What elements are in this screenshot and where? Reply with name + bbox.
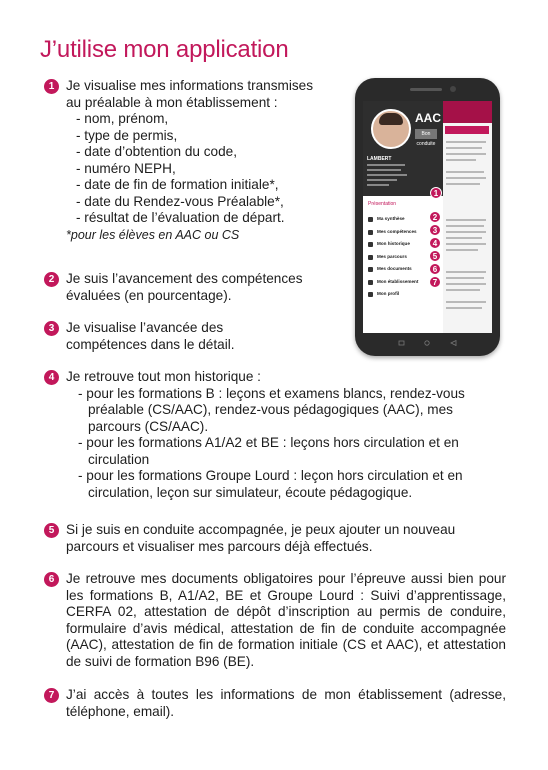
page-title: J’utilise mon application	[40, 36, 289, 63]
bullet: - date du Rendez-vous Préalable*,	[76, 193, 284, 209]
background-text-line	[446, 243, 486, 245]
step-number: 6	[44, 572, 59, 587]
user-info-line	[367, 179, 397, 181]
user-name: LAMBERT	[367, 156, 392, 162]
background-text-line	[446, 283, 486, 285]
background-text-line	[446, 225, 484, 227]
background-text-line	[446, 289, 480, 291]
callout-marker: 2	[429, 211, 441, 223]
phone-camera	[450, 86, 456, 92]
user-info-line	[367, 169, 401, 171]
menu-item-label: Mon établissement	[377, 278, 419, 284]
item-2	[44, 271, 344, 304]
menu-item-label: Mon profil	[377, 291, 400, 296]
background-text-line	[446, 271, 486, 273]
background-text-line	[446, 159, 476, 161]
bullet: - date d’obtention du code,	[76, 144, 237, 159]
bullet: - date de fin de formation initiale*,	[76, 177, 279, 192]
item-line: compétences dans le détail.	[66, 336, 235, 352]
background-text-line	[446, 183, 480, 185]
callout-marker: 1	[430, 187, 442, 199]
background-header	[443, 101, 492, 123]
item-line: Je retrouve tout mon historique :	[66, 369, 261, 384]
phone-nav-bar	[395, 340, 460, 346]
item-6	[44, 571, 506, 670]
item-text: J’ai accès à toutes les informations de mon établissement (adresse, téléphone, email).	[66, 687, 506, 719]
user-info-line	[367, 164, 405, 166]
background-text-line	[446, 147, 482, 149]
item-4	[44, 369, 506, 501]
item-5	[44, 522, 506, 555]
car-icon	[368, 255, 373, 260]
avatar	[371, 109, 411, 149]
phone-illustration	[355, 78, 500, 356]
phone-screen	[363, 101, 492, 333]
item-line: au préalable à mon établissement :	[66, 94, 278, 110]
chart-icon	[368, 217, 373, 222]
menu-item-profil[interactable]	[363, 288, 443, 301]
callout-marker: 7	[429, 276, 441, 288]
background-text-line	[446, 219, 486, 221]
background-title	[445, 126, 489, 134]
recent-apps-icon	[399, 341, 404, 345]
folder-icon	[368, 267, 373, 272]
item-1	[44, 78, 344, 243]
status-badge: Bon conduite	[416, 131, 436, 147]
back-icon	[451, 341, 456, 346]
background-text-line	[446, 177, 486, 179]
bullet: - pour les formations Groupe Lourd : leçon hors circulation et en circulation, leçon sur simulateur, écoute pédagogique.	[78, 468, 463, 500]
bullet: - nom, prénom,	[76, 111, 169, 126]
item-text: Si je suis en conduite accompagnée, je peux ajouter un nouveau parcours et visualiser mes parcours déjà effectués.	[66, 522, 456, 554]
user-info-line	[367, 174, 407, 176]
menu-item-presentation[interactable]: Présentation	[368, 201, 397, 207]
callout-marker: 4	[429, 237, 441, 249]
menu-item-label: Mes compétences	[377, 228, 417, 234]
menu-item-label: Mes documents	[377, 266, 412, 271]
background-text-line	[446, 171, 484, 173]
step-number: 5	[44, 523, 59, 538]
users-icon	[368, 230, 373, 235]
footnote: *pour les élèves en AAC ou CS	[66, 227, 240, 242]
menu-item-label: Mon historique	[377, 241, 410, 246]
menu-item-label: Mes parcours	[377, 253, 407, 259]
bullet: - résultat de l’évaluation de départ.	[76, 210, 285, 225]
background-text-line	[446, 249, 478, 251]
callout-marker: 3	[429, 224, 441, 236]
background-text-line	[446, 237, 482, 239]
bullet: - numéro NEPH,	[76, 160, 176, 176]
item-7	[44, 687, 506, 720]
item-line: Je visualise mes informations transmises	[66, 78, 314, 93]
menu-item-label: Ma synthèse	[377, 216, 405, 221]
background-panel	[443, 101, 492, 333]
drawer-header	[363, 101, 443, 196]
background-text-line	[446, 141, 486, 143]
bullet: - type de permis,	[76, 127, 178, 143]
clock-icon	[368, 242, 373, 247]
item-line: Je suis l’avancement des compétences	[66, 271, 303, 286]
phone-speaker	[410, 88, 442, 91]
step-number: 1	[44, 79, 59, 94]
user-info-line	[367, 184, 389, 186]
step-number: 4	[44, 370, 59, 385]
step-number: 2	[44, 272, 59, 287]
building-icon	[368, 280, 373, 285]
bullet: - pour les formations A1/A2 et BE : leçons hors circulation et en circulation	[78, 435, 459, 467]
item-3	[44, 320, 344, 353]
app-label: AAC	[415, 111, 441, 125]
item-line: évaluées (en pourcentage).	[66, 287, 232, 303]
background-text-line	[446, 153, 486, 155]
background-text-line	[446, 307, 482, 309]
item-line: Je visualise l’avancée des	[66, 320, 224, 335]
background-text-line	[446, 277, 484, 279]
background-text-line	[446, 301, 486, 303]
home-icon	[425, 341, 429, 345]
user-icon	[368, 292, 373, 297]
step-number: 7	[44, 688, 59, 703]
item-text: Je retrouve mes documents obligatoires pour l’épreuve aussi bien pour les formations B, A1/A2, BE et Groupe Lourd : Suivi d’apprentissage, CERFA 02, attestation de dépôt d’inscription au permis de conduire, formulaire d’avis médical, attestation de fin de conduite accompagnée (AAC), attestation de fin de formation initiale (CS et AAC), et attestation de suivi de formation B96 (BE).	[66, 571, 506, 669]
callout-marker: 6	[429, 263, 441, 275]
step-number: 3	[44, 321, 59, 336]
bullet: - pour les formations B : leçons et examens blancs, rendez-vous préalable (CS/AAC), rendez-vous pédagogiques (AAC), mes parcours (CS/AAC).	[78, 385, 465, 434]
background-text-line	[446, 231, 486, 233]
callout-marker: 5	[429, 250, 441, 262]
